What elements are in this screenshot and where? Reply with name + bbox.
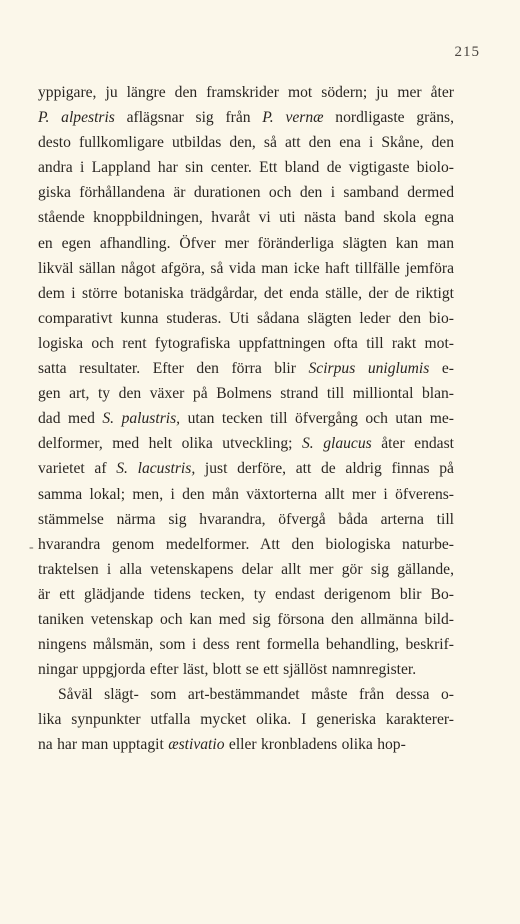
body-text	[38, 80, 454, 758]
text-line	[38, 406, 454, 431]
text-line	[38, 381, 454, 406]
italic-species-name: S. glaucus	[301, 435, 372, 453]
text-line	[38, 632, 454, 657]
text-segment: andra i Lappland har sin center. Ett bland de vigtigaste biolo-	[38, 159, 454, 177]
text-line	[38, 356, 454, 381]
text-segment: aflägsnar sig från	[114, 109, 263, 127]
text-segment: är ett glädjande tidens tecken, ty endast derigenom blir Bo-	[38, 585, 454, 603]
text-segment: stämmelse närma sig hvarandra, öfvergå båda arterna till	[38, 510, 454, 528]
italic-species-name: P. alpestris	[38, 109, 115, 127]
text-line	[38, 732, 454, 757]
text-line	[38, 155, 454, 180]
text-segment: comparativt kunna studeras. Uti sådana slägten leder den bio-	[38, 309, 454, 327]
text-line	[38, 482, 454, 507]
text-segment: traktelsen i alla vetenskapens delar allt mer gör sig gällande,	[38, 560, 454, 578]
text-segment: nordligaste gräns,	[323, 109, 455, 127]
text-line	[38, 105, 454, 130]
text-line	[38, 331, 454, 356]
text-segment: samma lokal; men, i den mån växtorterna allt mer i öfverens-	[38, 485, 454, 503]
text-line	[38, 256, 454, 281]
text-segment: lika synpunkter utfalla mycket olika. I generiska karakterer-	[38, 711, 454, 729]
text-line	[38, 657, 454, 682]
text-line	[38, 306, 454, 331]
text-line	[38, 281, 454, 306]
text-line	[38, 607, 454, 632]
text-segment: logiska och rent fytografiska uppfattningen ofta till rakt mot-	[38, 334, 454, 352]
text-segment: yppigare, ju längre den framskrider mot södern; ju mer åter	[38, 84, 454, 101]
text-segment: stående knoppbildningen, hvaråt vi uti nästa band skola egna	[38, 209, 454, 227]
text-line	[38, 682, 454, 707]
text-line	[38, 205, 454, 230]
text-line	[38, 532, 454, 557]
text-line	[38, 456, 454, 481]
text-segment: e-	[429, 360, 454, 378]
text-segment: gen art, ty den växer på Bolmens strand till milliontal blan-	[38, 385, 454, 403]
text-segment: desto fullkomligare utbildas den, så att den ena i Skåne, den	[38, 134, 454, 152]
text-segment: na har man upptagit	[38, 736, 169, 754]
italic-species-name: æstivatio	[168, 736, 225, 754]
text-line	[38, 231, 454, 256]
text-segment: delformer, med helt olika utveckling;	[38, 435, 302, 453]
italic-species-name: S. palustris,	[102, 410, 181, 428]
text-line	[38, 180, 454, 205]
italic-species-name: Scirpus uniglumis	[308, 360, 430, 378]
text-segment: hvarandra genom medelformer. Att den biologiska naturbe-	[38, 535, 454, 553]
text-segment: utan tecken till öfvergång och utan me-	[180, 410, 454, 428]
italic-species-name: P. vernæ	[262, 109, 324, 127]
text-line	[38, 557, 454, 582]
text-segment: ningar uppgjorda efter läst, blott se ett själlöst namnregister.	[38, 661, 417, 679]
text-segment: likväl sällan något afgöra, så vida man icke haft tillfälle jemföra	[38, 259, 454, 277]
text-segment: dad med	[38, 410, 103, 428]
text-segment: taniken vetenskap och kan med sig försona den allmänna bild-	[38, 610, 454, 628]
text-line	[38, 707, 454, 732]
text-segment: satta resultater. Efter den förra blir	[38, 360, 309, 378]
text-segment: dem i större botaniska trädgårdar, det enda ställe, der de riktigt	[38, 284, 454, 302]
text-segment: Såväl slägt- som art-bestämmandet måste från dessa o-	[58, 686, 454, 704]
text-segment: åter endast	[371, 435, 455, 453]
text-line	[38, 130, 454, 155]
text-line	[38, 80, 454, 105]
text-segment: ningens målsmän, som i dess rent formella behandling, beskrif-	[38, 636, 454, 654]
text-segment: eller kronbladens olika hop-	[224, 736, 406, 754]
text-segment: giska förhållandena är durationen och den i samband dermed	[38, 184, 454, 202]
page-number: 215	[454, 44, 480, 60]
text-line	[38, 582, 454, 607]
text-segment: just derföre, att de aldrig finnas på	[195, 460, 454, 478]
margin-mark: -	[29, 540, 34, 555]
text-segment: varietet af	[38, 460, 117, 478]
text-line	[38, 431, 454, 456]
text-line	[38, 507, 454, 532]
italic-species-name: S. lacustris,	[116, 460, 196, 478]
text-segment: en egen afhandling. Öfver mer föränderliga slägten kan man	[38, 234, 454, 252]
